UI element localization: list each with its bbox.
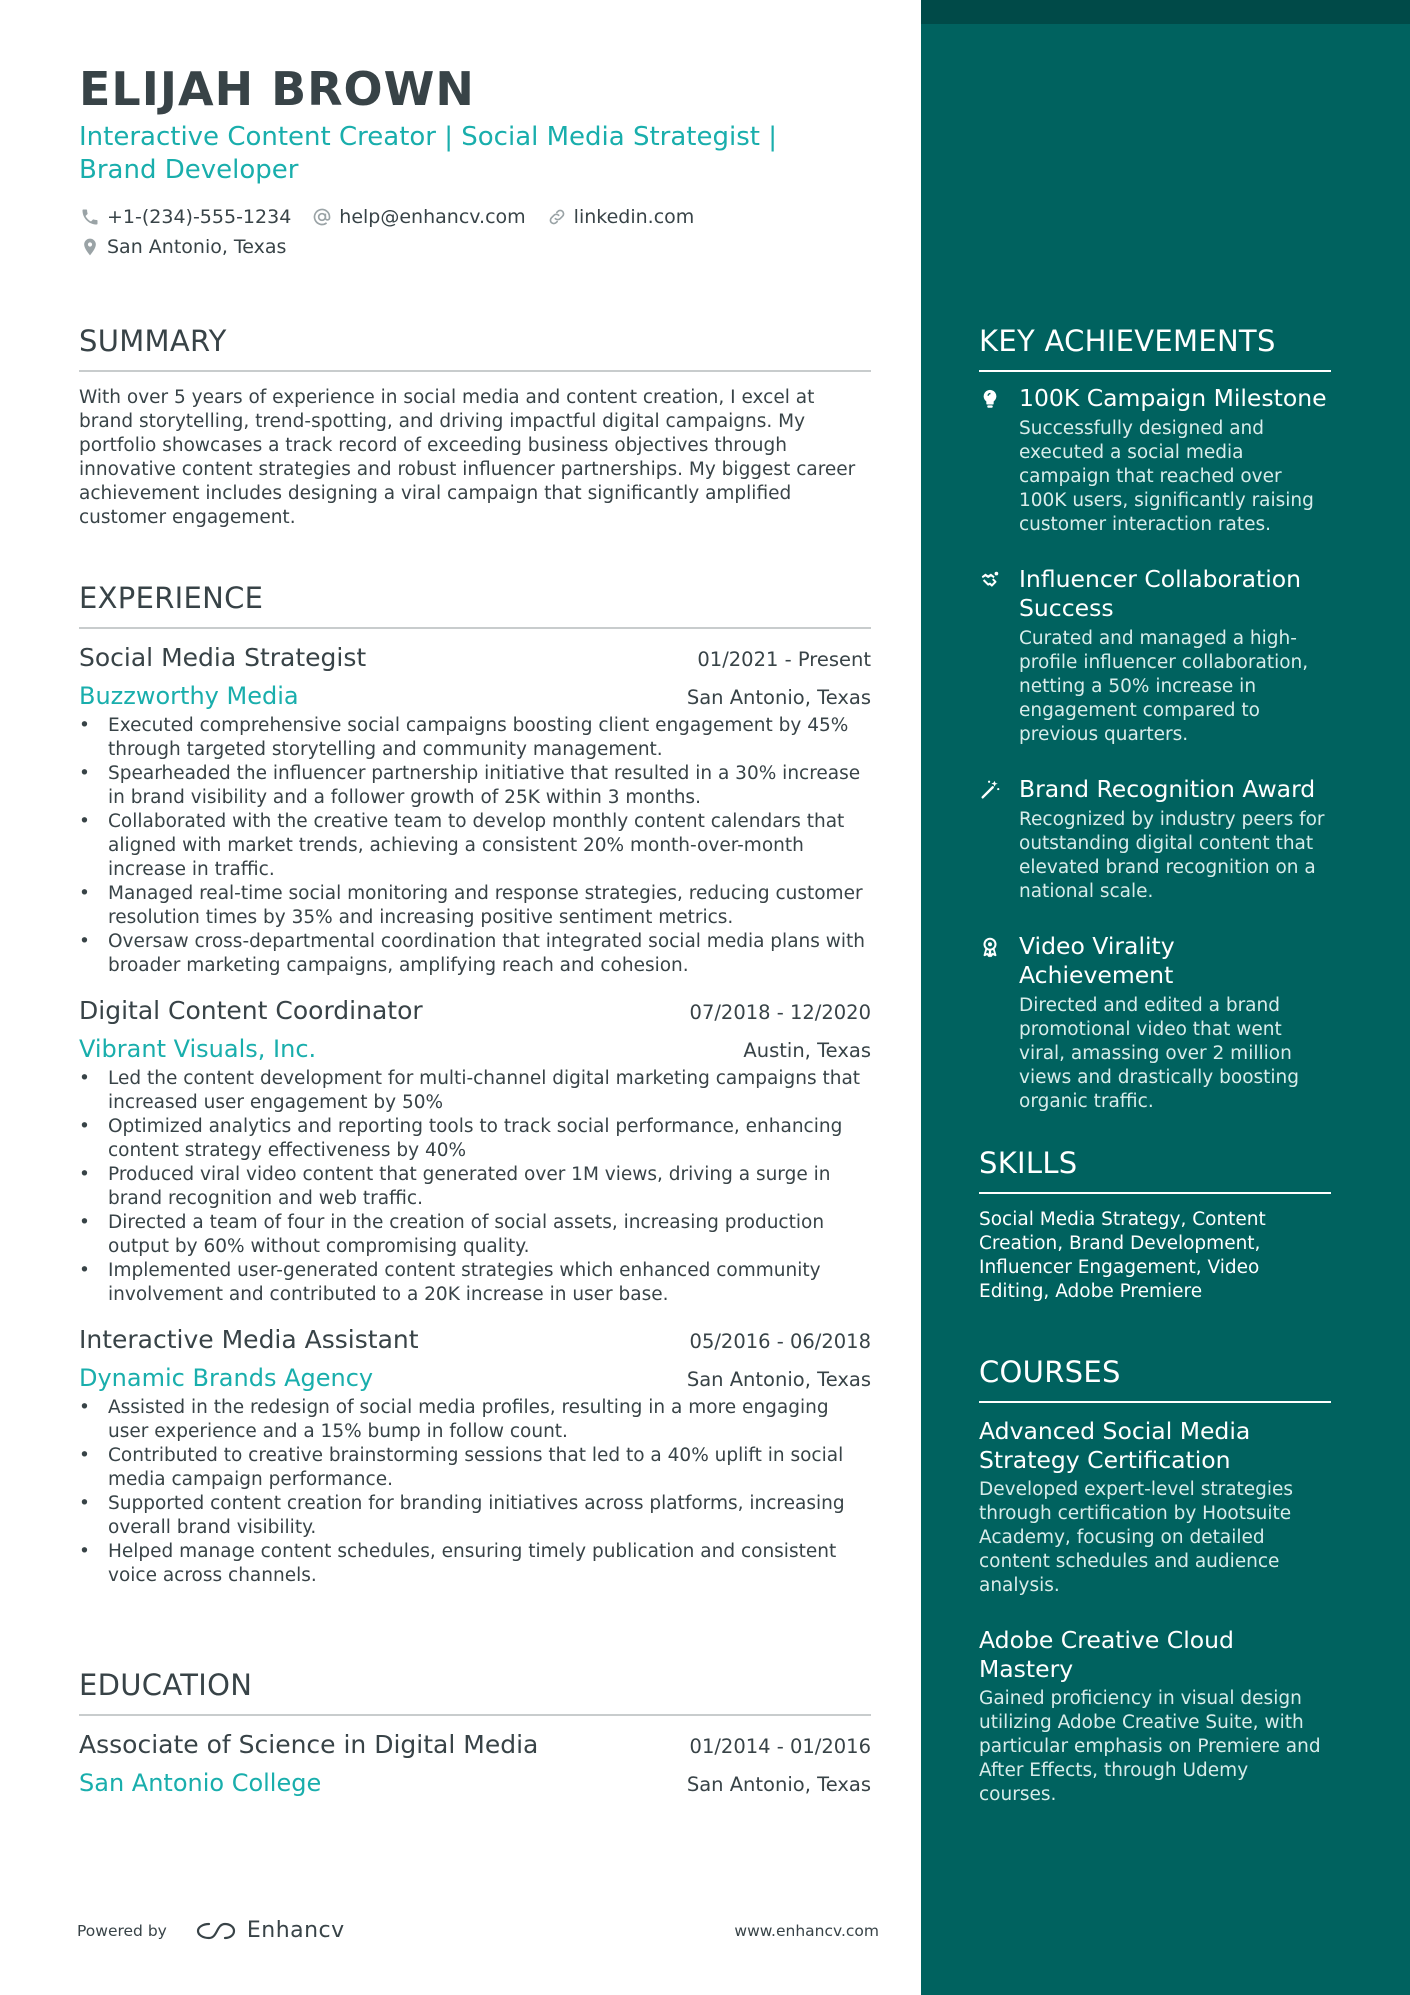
job-entry (79, 996, 871, 1307)
course-item (979, 1417, 1331, 1598)
phone-icon (79, 206, 101, 228)
education-heading: EDUCATION (79, 1668, 871, 1716)
experience-section (79, 581, 871, 1588)
job-bullets (79, 714, 871, 978)
footer-site-link[interactable]: www.enhancv.com (734, 1921, 879, 1940)
achievement-title: Influencer Collaboration Success (1019, 565, 1301, 622)
courses-section (979, 1355, 1331, 1807)
link-icon (546, 206, 568, 228)
summary-section (79, 324, 871, 530)
lightbulb-icon (979, 384, 1019, 537)
job-dates: 01/2021 - Present (697, 648, 871, 671)
map-pin-icon (79, 236, 101, 258)
sidebar-top-band (921, 0, 1410, 24)
email-link[interactable]: help@enhancv.com (339, 206, 526, 228)
course-title: Advanced Social Media Strategy Certification (979, 1417, 1251, 1474)
bullet-item: • Supported content creation for branding initiatives across platforms, increasing overall brand visibility. (79, 1492, 871, 1540)
achievement-desc: Directed and edited a brand promotional video that went viral, amassing over 2 million views and drastically boosting organic traffic. (1019, 995, 1300, 1112)
achievement-item (979, 932, 1331, 1114)
bullet-item: • Contributed to creative brainstorming sessions that led to a 40% uplift in social media campaign performance. (79, 1444, 871, 1492)
phone-item (79, 206, 291, 228)
job-entry (79, 643, 871, 978)
bullet-item: • Oversaw cross-departmental coordination that integrated social media plans with broader marketing campaigns, amplifying reach and cohesion. (79, 930, 871, 978)
skills-text: Social Media Strategy, Content Creation, Brand Development, Influencer Engagement, Video Editing, Adobe Premiere (979, 1209, 1266, 1302)
course-desc: Gained proficiency in visual design utilizing Adobe Creative Suite, with particular emphasis on Premiere and After Effects, through Udemy courses. (979, 1688, 1321, 1805)
bullet-item: • Executed comprehensive social campaigns boosting client engagement by 45% through targeted storytelling and community management. (79, 714, 871, 762)
job-title: Interactive Media Assistant (79, 1325, 419, 1354)
job-location: San Antonio, Texas (686, 686, 871, 709)
achievement-desc: Recognized by industry peers for outstanding digital content that elevated brand recognition on a national scale. (1019, 809, 1325, 902)
job-bullets (79, 1396, 871, 1588)
education-dates: 01/2014 - 01/2016 (689, 1735, 871, 1758)
enhancv-logo[interactable] (193, 1918, 345, 1943)
bullet-item: • Helped manage content schedules, ensuring timely publication and consistent voice across channels. (79, 1540, 871, 1588)
magic-wand-icon (979, 775, 1019, 904)
job-bullets (79, 1067, 871, 1307)
achievements-section (979, 324, 1331, 1114)
handshake-icon (979, 565, 1019, 747)
bullet-item: • Produced viral video content that generated over 1M views, driving a surge in brand recognition and web traffic. (79, 1163, 871, 1211)
achievement-item (979, 775, 1331, 904)
powered-by-label: Powered by (77, 1921, 167, 1940)
company-name: Vibrant Visuals, Inc. (79, 1035, 317, 1063)
course-desc: Developed expert-level strategies through certification by Hootsuite Academy, focusing on detailed content schedules and audience analysis. (979, 1479, 1294, 1596)
bullet-item: • Collaborated with the creative team to develop monthly content calendars that aligned with market trends, achieving a consistent 20% month-over-month increase in traffic. (79, 810, 871, 882)
course-item (979, 1626, 1331, 1807)
bullet-item: • Assisted in the redesign of social media profiles, resulting in a more engaging user experience and a 15% bump in follow count. (79, 1396, 871, 1444)
job-location: Austin, Texas (743, 1039, 871, 1062)
website-item[interactable] (546, 206, 695, 228)
experience-heading: EXPERIENCE (79, 581, 871, 629)
at-icon (311, 206, 333, 228)
email-item[interactable] (311, 206, 525, 228)
education-entry (79, 1730, 871, 1797)
bullet-item: • Managed real-time social monitoring and response strategies, reducing customer resolution times by 35% and increasing positive sentiment metrics. (79, 882, 871, 930)
education-location: San Antonio, Texas (686, 1773, 871, 1796)
bullet-item: • Optimized analytics and reporting tools to track social performance, enhancing content strategy effectiveness by 40% (79, 1115, 871, 1163)
job-dates: 07/2018 - 12/2020 (689, 1001, 871, 1024)
contact-row (79, 206, 714, 228)
achievement-desc: Curated and managed a high-profile influencer collaboration, netting a 50% increase in engagement compared to previous quarters. (1019, 628, 1309, 745)
summary-text: With over 5 years of experience in social media and content creation, I excel at brand storytelling, trend-spotting, and driving impactful digital campaigns. My portfolio showcases a track record of exceeding business objectives through innovative content strategies and robust influencer partnerships. My biggest career achievement includes designing a viral campaign that significantly amplified customer engagement. (79, 387, 856, 528)
job-location: San Antonio, Texas (686, 1368, 871, 1391)
achievement-desc: Successfully designed and executed a social media campaign that reached over 100K users, significantly raising customer interaction rates. (1019, 418, 1314, 535)
phone-text: +1-(234)-555-1234 (107, 206, 292, 228)
company-name: Buzzworthy Media (79, 682, 299, 710)
location-row (79, 236, 306, 258)
summary-heading: SUMMARY (79, 324, 871, 372)
achievements-heading: KEY ACHIEVEMENTS (979, 324, 1331, 372)
bullet-item: • Implemented user-generated content strategies which enhanced community involvement and contributed to a 20K increase in user base. (79, 1259, 871, 1307)
award-icon (979, 932, 1019, 1114)
job-title: Digital Content Coordinator (79, 996, 423, 1025)
bullet-item: • Directed a team of four in the creation of social assets, increasing production output by 60% without compromising quality. (79, 1211, 871, 1259)
location-item (79, 236, 286, 258)
achievement-title: Video Virality Achievement (1019, 932, 1175, 989)
footer (77, 1918, 879, 1943)
bullet-item: • Spearheaded the influencer partnership initiative that resulted in a 30% increase in brand visibility and a follower growth of 25K within 3 months. (79, 762, 871, 810)
powered-by (77, 1918, 345, 1943)
skills-section (979, 1146, 1331, 1304)
candidate-name: ELIJAH BROWN (79, 62, 475, 116)
enhancv-logo-icon (193, 1919, 239, 1943)
achievement-title: 100K Campaign Milestone (1019, 384, 1327, 412)
sidebar (921, 0, 1410, 1995)
job-title: Social Media Strategist (79, 643, 367, 672)
degree-title: Associate of Science in Digital Media (79, 1730, 539, 1759)
job-entry (79, 1325, 871, 1588)
achievement-title: Brand Recognition Award (1019, 775, 1316, 803)
achievement-item (979, 384, 1331, 537)
headline: Interactive Content Creator | Social Media Strategist | Brand Developer (79, 122, 777, 185)
achievement-item (979, 565, 1331, 747)
bullet-item: • Led the content development for multi-channel digital marketing campaigns that increased user engagement by 50% (79, 1067, 871, 1115)
courses-heading: COURSES (979, 1355, 1331, 1403)
school-name: San Antonio College (79, 1769, 322, 1797)
company-name: Dynamic Brands Agency (79, 1364, 374, 1392)
education-section (79, 1668, 871, 1797)
course-title: Adobe Creative Cloud Mastery (979, 1626, 1234, 1683)
enhancv-logo-text: Enhancv (246, 1918, 345, 1943)
skills-heading: SKILLS (979, 1146, 1331, 1194)
job-dates: 05/2016 - 06/2018 (689, 1330, 871, 1353)
location-text: San Antonio, Texas (107, 236, 287, 258)
website-link[interactable]: linkedin.com (573, 206, 695, 228)
